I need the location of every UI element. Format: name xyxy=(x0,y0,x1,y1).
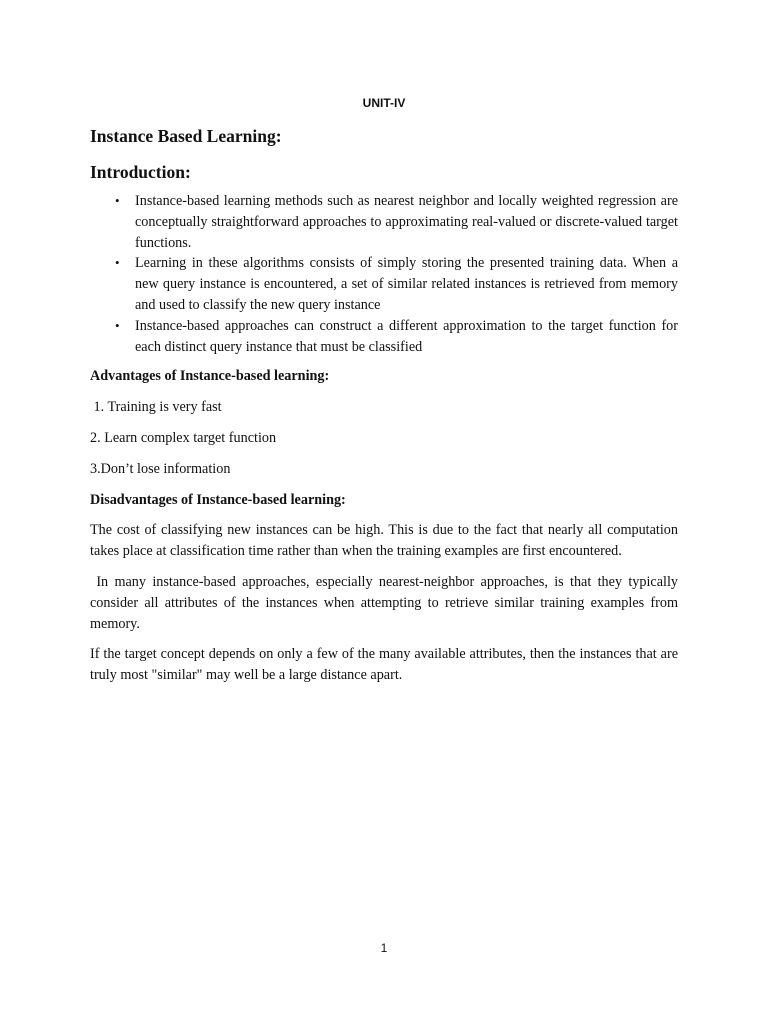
advantage-item: 1. Training is very fast xyxy=(90,399,222,416)
disadvantage-paragraph: The cost of classifying new instances can be high. This is due to the fact that nearly all computation takes place at classification time rather than when the training examples are first encountered. xyxy=(90,522,678,560)
introduction-bullet-list xyxy=(90,191,678,357)
bullet-text: Instance-based learning methods such as nearest neighbor and locally weighted regression are conceptually straightforward approaches to approximating real-valued or discrete-valued target functions. xyxy=(135,193,678,251)
bullet-text: Learning in these algorithms consists of simply storing the presented training data. When a new query instance is encountered, a set of similar related instances is retrieved from memory and used to classify the new query instance xyxy=(135,255,678,313)
list-item xyxy=(90,253,678,315)
introduction-heading: Introduction: xyxy=(90,162,191,182)
advantage-item: 3.Don’t lose information xyxy=(90,460,231,477)
list-item xyxy=(90,316,678,358)
bullet-icon: • xyxy=(115,193,120,208)
bullet-text: Instance-based approaches can construct a different approximation to the target function for each distinct query instance that must be classified xyxy=(135,317,678,355)
advantages-heading: Advantages of Instance-based learning: xyxy=(90,368,330,385)
disadvantage-paragraph: In many instance-based approaches, especially nearest-neighbor approaches, is that they typically consider all attributes of the instances when attempting to retrieve similar training examples from memory. xyxy=(90,573,682,632)
advantage-item: 2. Learn complex target function xyxy=(90,429,277,446)
unit-label: UNIT-IV xyxy=(362,96,406,110)
list-item xyxy=(90,191,678,253)
page-title: Instance Based Learning: xyxy=(90,126,282,146)
page-content xyxy=(90,124,682,696)
disadvantage-paragraph: If the target concept depends on only a few of the many available attributes, then the instances that are truly most "similar" may well be a large distance apart. xyxy=(90,646,678,684)
bullet-icon: • xyxy=(115,317,120,333)
page-number: 1 xyxy=(380,941,388,955)
bullet-icon: • xyxy=(115,255,120,271)
disadvantages-heading: Disadvantages of Instance-based learning: xyxy=(90,491,346,508)
